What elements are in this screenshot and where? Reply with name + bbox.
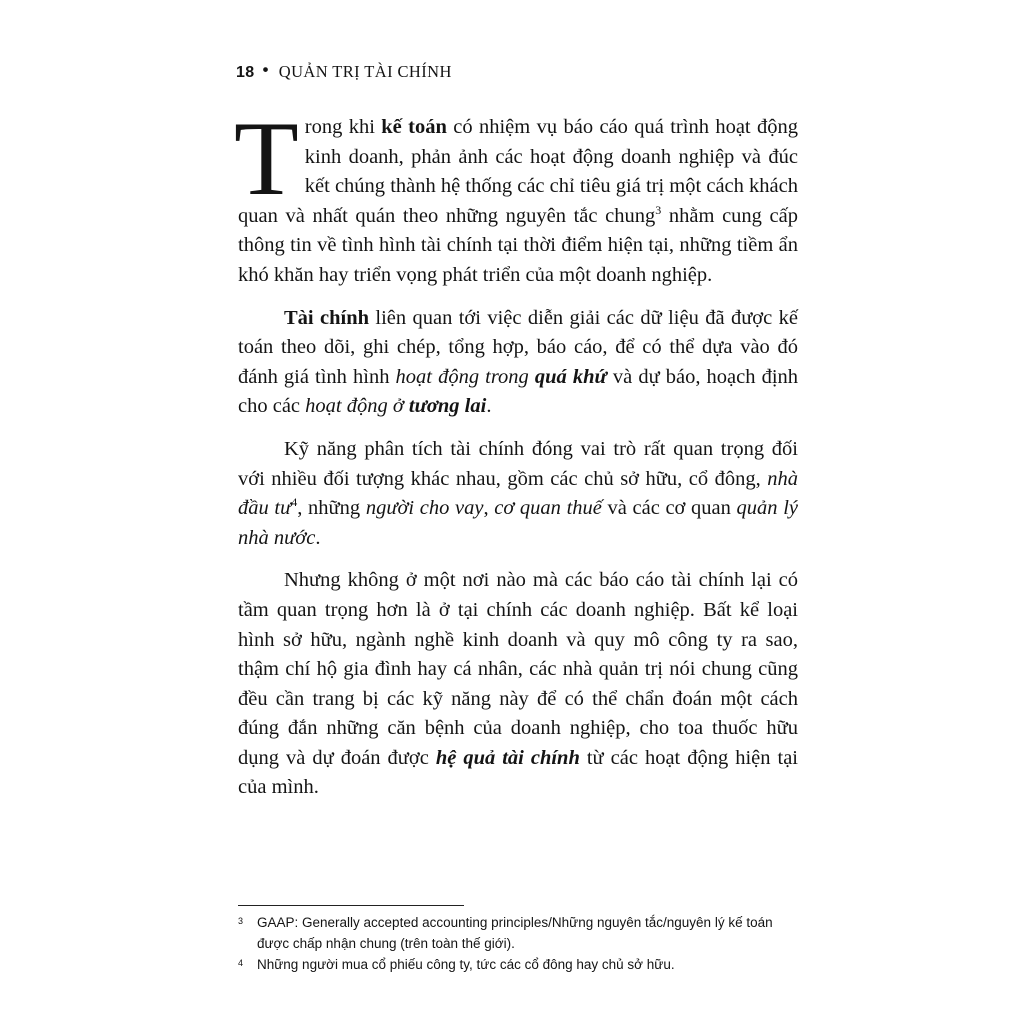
footnote-divider bbox=[238, 905, 464, 906]
p3-text-3: , bbox=[483, 497, 495, 520]
p2-bold-term: Tài chính bbox=[284, 306, 369, 329]
p2-italic-2: hoạt động ở bbox=[305, 395, 409, 418]
p1-text-2: có nhiệm vụ báo cáo quá trình hoạt động kinh doanh, phản ảnh các hoạt động doanh nghiệp và đúc kết chúng thành hệ thống các chỉ tiêu giá trị một cách khách quan và nhất quán theo những nguyên tắc chung bbox=[238, 116, 799, 227]
drop-cap: T bbox=[234, 100, 299, 217]
footnote-mark: 3 bbox=[238, 916, 244, 926]
p1-text-3: nhằm cung cấp thông tin về tình hình tài chính tại thời điểm hiện tại, những tiềm ẩn khó khăn hay triển vọng phát triển của một doanh nghiệp. bbox=[238, 204, 799, 286]
footnote-mark: 4 bbox=[238, 958, 244, 968]
footnote-4 bbox=[238, 954, 804, 975]
footnote-text: Những người mua cổ phiếu công ty, tức các cổ đông hay chủ sở hữu. bbox=[257, 957, 675, 972]
p2-bold-italic-1: quá khứ bbox=[534, 365, 607, 388]
p3-text-2: , những bbox=[297, 497, 366, 520]
paragraph-1 bbox=[234, 100, 799, 291]
footnote-3 bbox=[238, 912, 804, 954]
footnote-ref-3: 3 bbox=[655, 202, 662, 217]
p3-italic-2: người cho vay bbox=[365, 497, 484, 520]
body-text bbox=[234, 100, 799, 816]
p4-text-1: Nhưng không ở một nơi nào mà các báo cáo tài chính lại có tầm quan trọng hơn là ở tại chính các doanh nghiệp. Bất kể loại hình sở hữu, ngành nghề kinh doanh và quy mô công ty ra sao, thậm chí hộ gia đình hay cá nhân, các nhà quản trị nói chung cũng đều cần trang bị các kỹ năng này để có thể chẩn đoán một cách đúng đắn những căn bệnh của doanh nghiệp, cho toa thuốc hữu dụng và dự đoán được bbox=[238, 569, 798, 769]
p2-text-3: . bbox=[486, 395, 492, 418]
p1-text-1: rong khi bbox=[304, 116, 382, 138]
p2-text-1: liên quan tới việc diễn giải các dữ liệu đã được kế toán theo dõi, ghi chép, tổng hợp, báo cáo, để có thể dựa vào đó đánh giá tình hình bbox=[238, 306, 798, 388]
p2-bold-italic-2: tương lai bbox=[408, 395, 487, 418]
chapter-title: QUẢN TRỊ TÀI CHÍNH bbox=[278, 62, 452, 81]
p3-italic-4: quản lý nhà nước bbox=[238, 497, 798, 549]
p2-text-2: và dự báo, hoạch định cho các bbox=[238, 365, 799, 418]
p3-italic-1: nhà đầu tư bbox=[238, 467, 798, 520]
p3-text-5: . bbox=[315, 526, 321, 549]
header-separator: • bbox=[262, 61, 269, 79]
p1-bold-term: kế toán bbox=[381, 116, 447, 138]
p3-text-4: và các cơ quan bbox=[601, 497, 737, 520]
page-number: 18 bbox=[236, 64, 255, 81]
paragraph-2 bbox=[238, 304, 798, 422]
p3-italic-3: cơ quan thuế bbox=[494, 497, 602, 520]
p3-text-1: Kỹ năng phân tích tài chính đóng vai trò rất quan trọng đối với nhiều đối tượng khác nhau, gồm các chủ sở hữu, cổ đông, bbox=[238, 437, 798, 490]
p2-italic-1: hoạt động trong bbox=[395, 365, 535, 388]
footnote-ref-4: 4 bbox=[291, 495, 298, 510]
running-head bbox=[236, 62, 452, 82]
p4-bold-italic-1: hệ quả tài chính bbox=[435, 746, 580, 769]
paragraph-3 bbox=[238, 435, 798, 553]
footnote-text: GAAP: Generally accepted accounting principles/Những nguyên tắc/nguyên lý kế toán được chấp nhận chung (trên toàn thế giới). bbox=[257, 915, 773, 951]
p4-text-2: từ các hoạt động hiện tại của mình. bbox=[238, 746, 799, 799]
footnotes bbox=[238, 912, 804, 975]
paragraph-4 bbox=[238, 566, 798, 803]
